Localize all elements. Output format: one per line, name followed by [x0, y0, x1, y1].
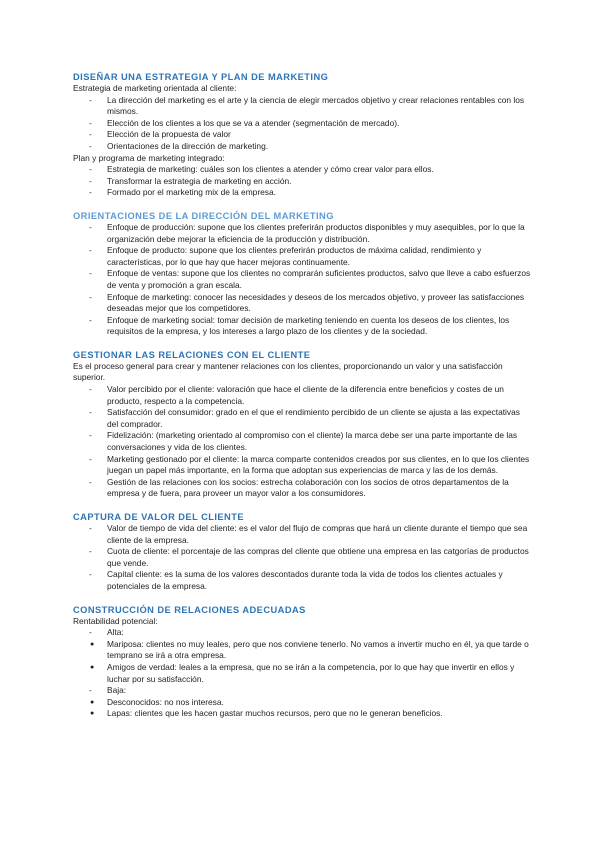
list-item: - Elección de la propuesta de valor	[89, 129, 231, 140]
list-item: ● Mariposa: clientes no muy leales, pero que nos conviene tenerlo. No vamos a invertir mucho en él, ya que tarde o temprano se irá a otra empresa.	[90, 638, 529, 661]
list-item: - Transformar la estrategia de marketing en acción.	[89, 175, 292, 186]
list-item: - La dirección del marketing es el arte y la ciencia de elegir mercados objetivo y crear relaciones rentables con los mismos.	[89, 94, 525, 117]
list-item: - Marketing gestionado por el cliente: la marca comparte contenidos creados por sus clientes, en lo que los clientes juegan un papel más importante, en la forma que adoptan sus experiencias de marca y las de los demás.	[89, 453, 530, 476]
list-item: - Valor de tiempo de vida del cliente: es el valor del flujo de compras que hará un cliente durante el tiempo que sea cliente de la empresa.	[89, 523, 528, 545]
list-item: - Estrategia de marketing: cuáles son los clientes a atender y cómo crear valor para ellos.	[89, 164, 434, 175]
list-item: - Valor percibido por el cliente: valoración que hace el cliente de la diferencia entre beneficios y costes de un producto, respecto a la competencia.	[89, 384, 504, 406]
list-item: - Orientaciones de la dirección de marketing.	[89, 140, 269, 151]
list-item: ● Amigos de verdad: leales a la empresa, que no se irán a la competencia, por lo que hay que invertir en ellos y luchar por su satisfacción.	[90, 661, 515, 684]
section-title-relaciones: GESTIONAR LAS RELACIONES CON EL CLIENTE	[73, 349, 311, 360]
intro-plan: Plan y programa de marketing integrado:	[73, 152, 225, 163]
list-item: - Fidelización: (marketing orientado al compromiso con el cliente) la marca debe ser una parte importante de las conversaciones y vida de los clientes.	[89, 430, 518, 453]
list-plan	[73, 164, 533, 199]
list-item: - Satisfacción del consumidor: grado en el que el rendimiento percibido de un cliente se ajusta a las expectativas del comprador.	[89, 407, 520, 429]
list-item: - Alta:	[89, 627, 124, 638]
list-item: - Enfoque de marketing: conocer las necesidades y deseos de los mercados objetivo, y proveer las satisfacciones deseadas mejor que los competidores.	[89, 291, 525, 314]
list-item: - Elección de los clientes a los que se va a atender (segmentación de mercado).	[89, 117, 400, 128]
section-title-estrategia: DISEÑAR UNA ESTRATEGIA Y PLAN DE MARKETING	[73, 72, 329, 82]
list-rentabilidad	[73, 627, 533, 720]
list-item: ● Desconocidos: no nos interesa.	[90, 696, 224, 707]
section-title-orientaciones: ORIENTACIONES DE LA DIRECCIÓN DEL MARKETING	[73, 210, 334, 221]
list-item: - Gestión de las relaciones con los socios: estrecha colaboración con los socios de otros departamentos de la empresa y de fuera, para proveer un mayor valor a los consumidores.	[89, 476, 509, 499]
document-content	[73, 71, 533, 720]
section-title-captura: CAPTURA DE VALOR DEL CLIENTE	[73, 512, 244, 522]
list-item: - Formado por el marketing mix de la empresa.	[89, 187, 276, 198]
list-relaciones	[73, 384, 533, 500]
list-item: - Baja:	[89, 685, 127, 696]
list-item: - Enfoque de ventas: supone que los clientes no comprarán suficientes productos, salvo que lleve a cabo esfuerzos de venta y promoción a gran escala.	[89, 268, 531, 290]
list-item: - Cuota de cliente: el porcentaje de las compras del cliente que obtiene una empresa en las catgorías de productos que vende.	[89, 546, 529, 568]
list-item: ● Lapas: clientes que les hacen gastar muchos recursos, pero que no le generan beneficios.	[90, 708, 443, 719]
list-item: - Capital cliente: es la suma de los valores descontados durante toda la vida de todos los clientes actuales y potenciales de la empresa.	[89, 569, 503, 591]
intro-estrategia: Estrategia de marketing orientada al cliente:	[73, 83, 237, 93]
list-item: - Enfoque de marketing social: tomar decisión de marketing teniendo en cuenta los deseos de los clientes, los requisitos de la empresa, y los intereses a largo plazo de los clientes y de la sociedad.	[89, 314, 510, 337]
intro-relaciones: Es el proceso general para crear y mantener relaciones con los clientes, proporcionando un valor y una satisfacción superior.	[73, 360, 503, 383]
section-title-construccion: CONSTRUCCIÓN DE RELACIONES ADECUADAS	[73, 604, 306, 615]
list-estrategia	[73, 95, 533, 153]
list-item: - Enfoque de producto: supone que los clientes preferirán productos de máxima calidad, rendimiento y características, por lo que hay que hacer mejoras continuamente.	[89, 245, 482, 267]
list-orientaciones	[73, 222, 533, 338]
list-captura	[73, 523, 533, 593]
list-item: - Enfoque de producción: supone que los clientes preferirán productos disponibles y muy asequibles, por lo que la organización debe mejorar la eficiencia de la producción y distribución.	[89, 221, 525, 244]
intro-rentabilidad: Rentabilidad potencial:	[73, 615, 158, 626]
